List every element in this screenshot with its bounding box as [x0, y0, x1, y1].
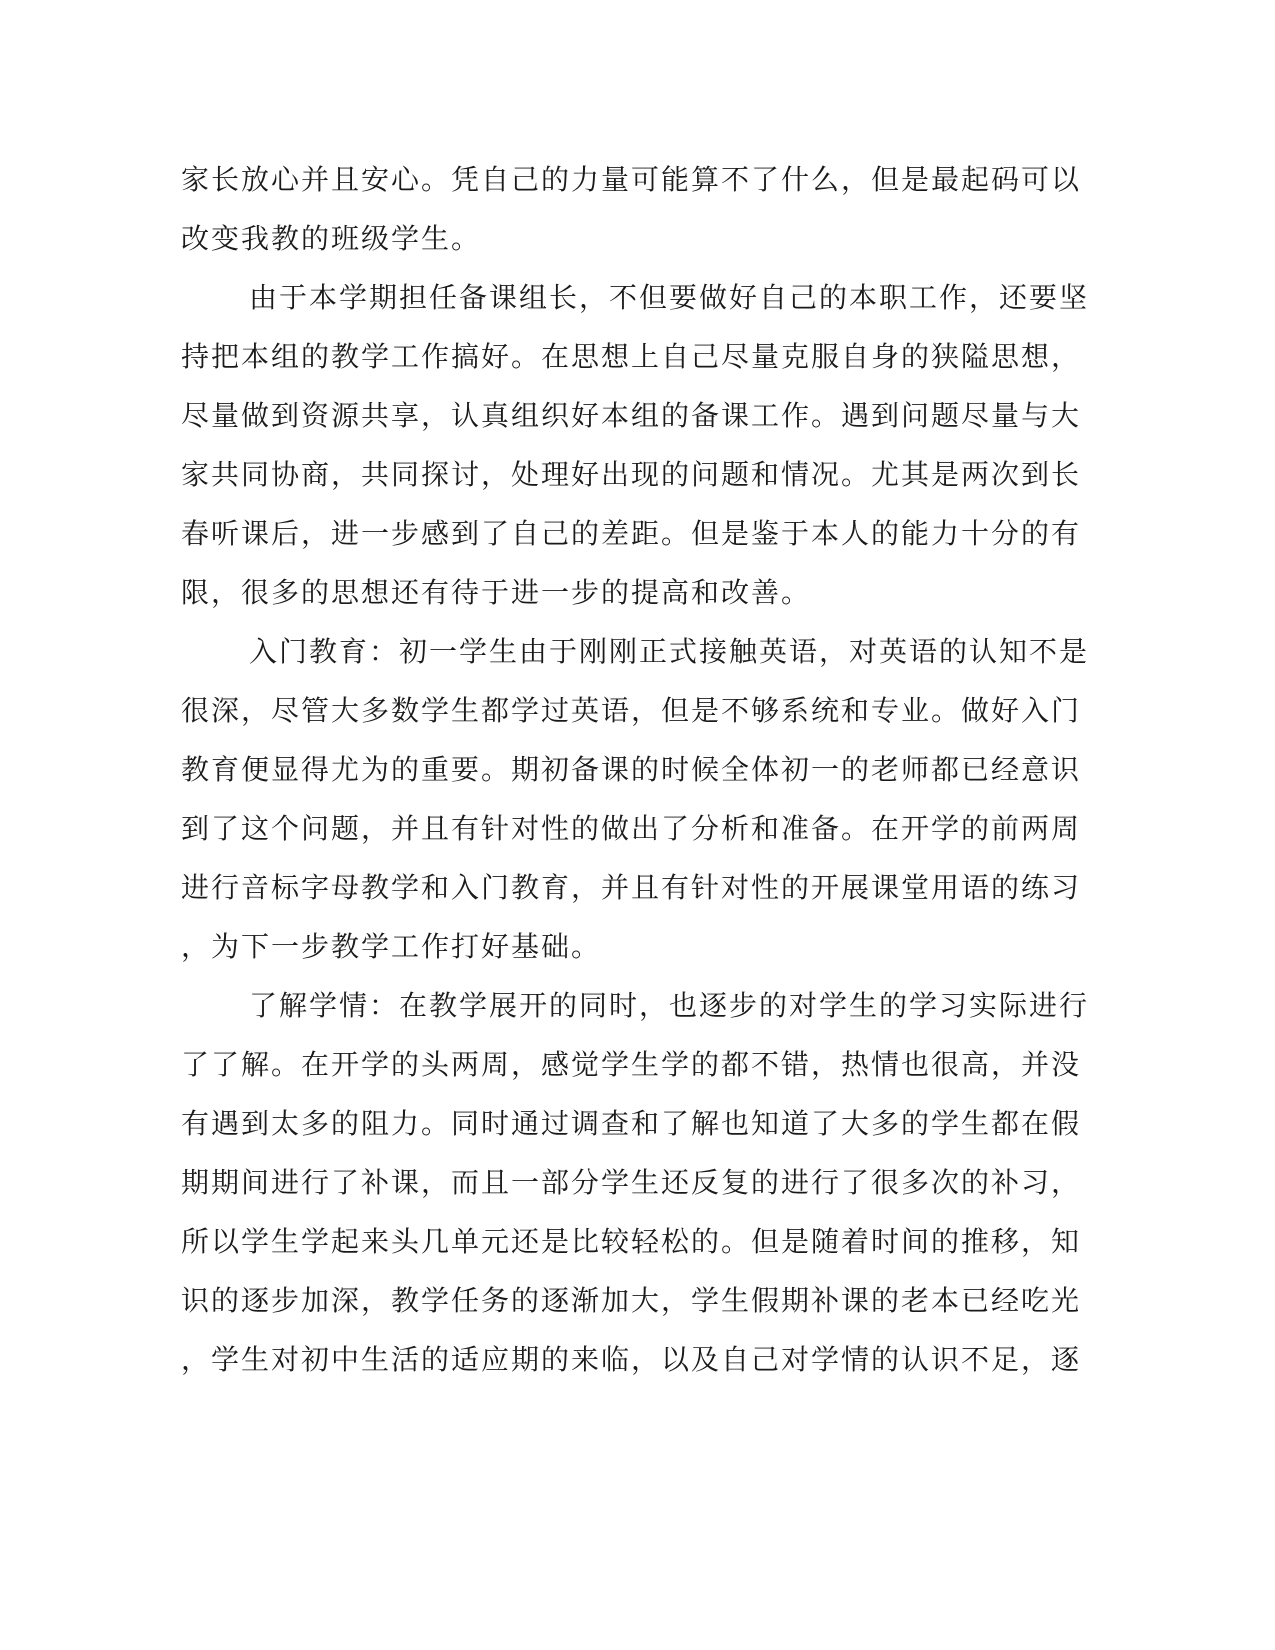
text-line: 有遇到太多的阻力。同时通过调查和了解也知道了大多的学生都在假	[181, 1107, 1082, 1140]
paragraph-3	[181, 622, 1090, 976]
text-line: 由于本学期担任备课组长，不但要做好自己的本职工作，还要坚	[249, 281, 1090, 314]
body-text	[181, 150, 1090, 1389]
text-line: 教育便显得尤为的重要。期初备课的时候全体初一的老师都已经意识	[181, 753, 1082, 786]
text-line: 家长放心并且安心。凭自己的力量可能算不了什么，但是最起码可以	[181, 163, 1082, 196]
text-line: 春听课后，进一步感到了自己的差距。但是鉴于本人的能力十分的有	[181, 517, 1082, 550]
text-line: 很深，尽管大多数学生都学过英语，但是不够系统和专业。做好入门	[181, 694, 1082, 727]
text-line: 进行音标字母教学和入门教育，并且有针对性的开展课堂用语的练习	[181, 871, 1082, 904]
text-line: 改变我教的班级学生。	[181, 222, 482, 255]
paragraph-4	[181, 976, 1090, 1389]
text-line: 到了这个问题，并且有针对性的做出了分析和准备。在开学的前两周	[181, 812, 1082, 845]
text-line: ，为下一步教学工作打好基础。	[181, 930, 602, 963]
text-line: ，学生对初中生活的适应期的来临，以及自己对学情的认识不足，逐	[181, 1343, 1082, 1376]
text-line: 识的逐步加深，教学任务的逐渐加大，学生假期补课的老本已经吃光	[181, 1284, 1082, 1317]
text-line: 限，很多的思想还有待于进一步的提高和改善。	[181, 576, 812, 609]
text-line: 持把本组的教学工作搞好。在思想上自己尽量克服自身的狭隘思想，	[181, 340, 1082, 373]
text-line: 家共同协商，共同探讨，处理好出现的问题和情况。尤其是两次到长	[181, 458, 1082, 491]
text-line: 入门教育：初一学生由于刚刚正式接触英语，对英语的认知不是	[249, 635, 1090, 668]
text-line: 了解学情：在教学展开的同时，也逐步的对学生的学习实际进行	[249, 989, 1090, 1022]
text-line: 期期间进行了补课，而且一部分学生还反复的进行了很多次的补习，	[181, 1166, 1082, 1199]
text-line: 尽量做到资源共享，认真组织好本组的备课工作。遇到问题尽量与大	[181, 399, 1082, 432]
text-line: 所以学生学起来头几单元还是比较轻松的。但是随着时间的推移，知	[181, 1225, 1082, 1258]
paragraph-1	[181, 150, 1082, 268]
paragraph-2	[181, 268, 1090, 622]
text-line: 了了解。在开学的头两周，感觉学生学的都不错，热情也很高，并没	[181, 1048, 1082, 1081]
